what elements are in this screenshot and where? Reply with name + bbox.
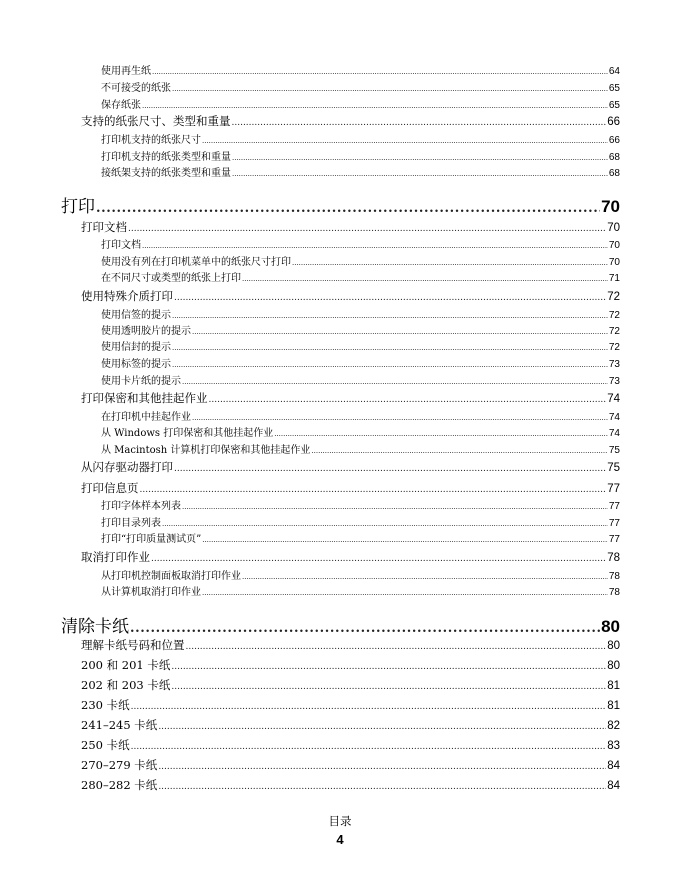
dot-leader	[311, 447, 607, 455]
toc-entry-title: 202 和 203 卡纸	[81, 678, 171, 692]
dot-leader	[130, 621, 600, 634]
dot-leader	[242, 573, 608, 581]
dot-leader	[172, 85, 608, 93]
toc-entry[interactable]	[101, 338, 620, 352]
toc-entry-page: 78	[608, 571, 620, 581]
dot-leader	[172, 344, 608, 352]
toc-entry-title: 280–282 卡纸	[81, 778, 158, 792]
dot-leader	[182, 378, 608, 386]
dot-leader	[232, 170, 608, 178]
dot-leader	[172, 361, 608, 369]
toc-entry-title: 从计算机取消打印作业	[101, 587, 201, 597]
toc-entry[interactable]	[81, 480, 620, 496]
toc-entry[interactable]	[101, 148, 620, 162]
toc-entry-title: 在不同尺寸或类型的纸张上打印	[101, 273, 241, 283]
dot-leader	[96, 201, 600, 214]
toc-chapter[interactable]	[61, 192, 620, 214]
toc-entry[interactable]	[101, 253, 620, 267]
dot-leader	[242, 275, 608, 283]
dot-leader	[158, 782, 606, 792]
dot-leader	[151, 554, 606, 564]
toc-entry-title: 保存纸张	[101, 100, 141, 110]
toc-entry-page: 77	[608, 501, 620, 511]
dot-leader	[182, 503, 608, 511]
toc-entry-title: 使用再生纸	[101, 66, 151, 76]
toc-entry[interactable]	[101, 79, 620, 93]
toc-entry-title: 不可接受的纸张	[101, 83, 171, 93]
dot-leader	[232, 154, 608, 162]
toc-entry[interactable]	[81, 697, 620, 713]
toc-entry-title: 打印文档	[81, 220, 127, 234]
toc-entry-page: 64	[608, 66, 620, 76]
toc-entry-page: 72	[607, 291, 620, 303]
toc-entry-page: 84	[607, 780, 620, 792]
toc-entry-page: 66	[607, 116, 620, 128]
toc-entry-page: 80	[607, 640, 620, 652]
dot-leader	[174, 464, 606, 474]
toc-chapter[interactable]	[61, 612, 620, 634]
toc-entry-page: 73	[608, 359, 620, 369]
dot-leader	[152, 68, 608, 76]
toc-entry[interactable]	[101, 408, 620, 422]
dot-leader	[142, 242, 608, 250]
dot-leader	[202, 589, 608, 597]
dot-leader	[186, 642, 607, 652]
toc-entry[interactable]	[81, 549, 620, 565]
dot-leader	[131, 742, 607, 752]
toc-entry-page: 72	[608, 310, 620, 320]
toc-entry-title: 使用信签的提示	[101, 310, 171, 320]
toc-entry-page: 70	[608, 257, 620, 267]
dot-leader	[174, 293, 606, 303]
toc-entry-title: 使用没有列在打印机菜单中的纸张尺寸打印	[101, 257, 291, 267]
toc-chapter-title: 清除卡纸	[61, 617, 129, 634]
toc-entry-page: 81	[607, 700, 620, 712]
toc-entry-page: 83	[607, 740, 620, 752]
toc-entry[interactable]	[81, 459, 620, 475]
toc-entry-title: 打印机支持的纸张尺寸	[101, 135, 201, 145]
toc-entry-title: 支持的纸张尺寸、类型和重量	[81, 114, 231, 128]
toc-entry[interactable]	[101, 62, 620, 76]
toc-entry-title: 241–245 卡纸	[81, 718, 158, 732]
toc-entry-title: 打印保密和其他挂起作业	[81, 391, 208, 405]
toc-entry-title: 打印信息页	[81, 481, 139, 495]
toc-entry[interactable]	[81, 757, 620, 773]
toc-entry[interactable]	[81, 717, 620, 733]
toc-entry-page: 68	[608, 152, 620, 162]
dot-leader	[131, 702, 607, 712]
toc-entry[interactable]	[101, 424, 620, 438]
toc-entry-page: 73	[608, 376, 620, 386]
dot-leader	[162, 520, 608, 528]
toc-entry-page: 82	[607, 720, 620, 732]
toc-entry-title: 使用信封的提示	[101, 342, 171, 352]
toc-entry[interactable]	[101, 514, 620, 528]
toc-entry-page: 66	[608, 135, 620, 145]
toc-entry-title: 250 卡纸	[81, 738, 130, 752]
toc-entry-page: 65	[608, 83, 620, 93]
toc-entry-page: 77	[607, 483, 620, 495]
toc-entry-title: 使用特殊介质打印	[81, 289, 173, 303]
toc-entry-page: 68	[608, 168, 620, 178]
toc-entry[interactable]	[81, 657, 620, 673]
toc-entry[interactable]	[101, 355, 620, 369]
toc-entry-title: 使用卡片纸的提示	[101, 376, 181, 386]
toc-entry[interactable]	[101, 96, 620, 110]
toc-chapter-page: 80	[601, 617, 620, 634]
toc-entry-title: 从 Macintosh 计算机打印保密和其他挂起作业	[101, 445, 311, 455]
toc-entry[interactable]	[101, 567, 620, 581]
toc-entry-title: 200 和 201 卡纸	[81, 658, 171, 672]
toc-entry-page: 70	[608, 240, 620, 250]
toc-entry-title: 使用标签的提示	[101, 359, 171, 369]
toc-entry-page: 78	[608, 587, 620, 597]
toc-entry[interactable]	[101, 497, 620, 511]
dot-leader	[128, 224, 606, 234]
toc-entry-title: 取消打印作业	[81, 550, 150, 564]
toc-entry-title: 从 Windows 打印保密和其他挂起作业	[101, 428, 274, 438]
toc-entry-title: 从闪存驱动器打印	[81, 460, 173, 474]
dot-leader	[274, 430, 608, 438]
toc-entry[interactable]	[101, 269, 620, 283]
toc-entry-page: 74	[608, 428, 620, 438]
toc-entry[interactable]	[81, 288, 620, 304]
dot-leader	[202, 137, 608, 145]
toc-entry[interactable]	[101, 372, 620, 386]
toc-entry[interactable]	[101, 306, 620, 320]
dot-leader	[142, 102, 608, 110]
toc-entry[interactable]	[101, 236, 620, 250]
toc-entry[interactable]	[81, 777, 620, 793]
toc-entry-page: 71	[608, 273, 620, 283]
toc-entry-title: 打印机支持的纸张类型和重量	[101, 152, 231, 162]
toc-entry-page: 77	[608, 518, 620, 528]
toc-entry-title: 打印字体样本列表	[101, 501, 181, 511]
toc-entry-title: 230 卡纸	[81, 698, 130, 712]
toc-chapter-page: 70	[601, 197, 620, 214]
dot-leader	[192, 328, 608, 336]
toc-entry-title: 理解卡纸号码和位置	[81, 638, 185, 652]
toc-entry-page: 74	[607, 393, 620, 405]
toc-entry[interactable]	[81, 677, 620, 693]
dot-leader	[158, 762, 606, 772]
toc-entry-page: 78	[607, 552, 620, 564]
toc-entry[interactable]	[81, 219, 620, 235]
toc-entry[interactable]	[101, 164, 620, 178]
toc-entry-page: 80	[607, 660, 620, 672]
toc-entry-title: 接纸架支持的纸张类型和重量	[101, 168, 231, 178]
dot-leader	[232, 118, 607, 128]
dot-leader	[171, 662, 606, 672]
toc-entry-title: 打印文档	[101, 240, 141, 250]
dot-leader	[209, 395, 607, 405]
toc-entry-title: 打印“打印质量测试页”	[101, 534, 202, 544]
toc-entry-page: 75	[607, 462, 620, 474]
toc-entry-title: 使用透明胶片的提示	[101, 326, 191, 336]
toc-entry[interactable]	[101, 322, 620, 336]
toc-entry-page: 81	[607, 680, 620, 692]
toc-entry[interactable]	[101, 441, 620, 455]
dot-leader	[158, 722, 606, 732]
toc-entry-page: 72	[608, 342, 620, 352]
dot-leader	[140, 485, 607, 495]
footer-section-label: 目录	[328, 814, 352, 828]
toc-entry[interactable]	[81, 637, 620, 653]
toc-entry[interactable]	[101, 530, 620, 544]
footer-page-number: 4	[336, 832, 344, 847]
toc-entry-page: 70	[607, 222, 620, 234]
toc-entry-page: 74	[608, 412, 620, 422]
toc-entry[interactable]	[101, 131, 620, 145]
toc-entry[interactable]	[81, 113, 620, 129]
toc-entry-page: 84	[607, 760, 620, 772]
dot-leader	[292, 259, 608, 267]
toc-entry-title: 从打印机控制面板取消打印作业	[101, 571, 241, 581]
toc-entry-page: 75	[608, 445, 620, 455]
dot-leader	[202, 536, 608, 544]
toc-entry[interactable]	[81, 737, 620, 753]
toc-entry-title: 打印目录列表	[101, 518, 161, 528]
toc-entry-title: 在打印机中挂起作业	[101, 412, 191, 422]
toc-entry-page: 65	[608, 100, 620, 110]
toc-entry[interactable]	[81, 390, 620, 406]
toc-entry[interactable]	[101, 583, 620, 597]
toc-entry-title: 270–279 卡纸	[81, 758, 158, 772]
toc-entry-page: 77	[608, 534, 620, 544]
toc-entry-page: 72	[608, 326, 620, 336]
dot-leader	[172, 312, 608, 320]
dot-leader	[171, 682, 606, 692]
toc-chapter-title: 打印	[61, 197, 95, 214]
dot-leader	[192, 414, 608, 422]
